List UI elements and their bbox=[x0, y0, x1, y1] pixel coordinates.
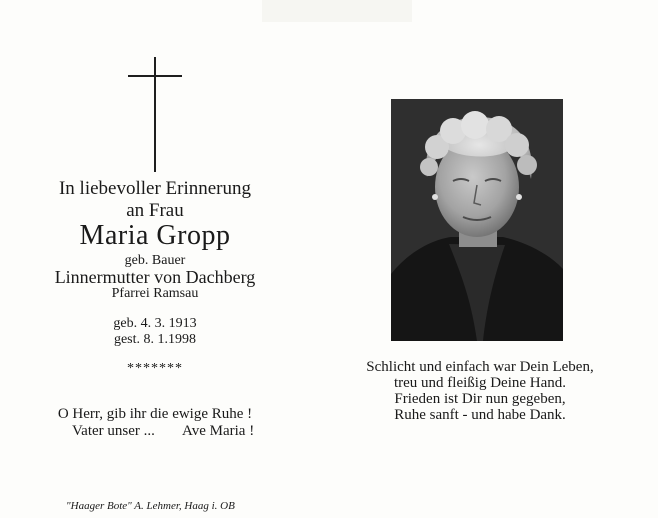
poem-line: treu und fleißig Deine Hand. bbox=[393, 375, 567, 391]
separator-stars: ******* bbox=[127, 361, 183, 376]
prayer-line: O Herr, gib ihr die ewige Ruhe ! bbox=[57, 406, 253, 422]
ave-maria-text: Ave Maria ! bbox=[182, 423, 255, 439]
deceased-name: Maria Gropp bbox=[79, 220, 231, 251]
printer-credit: "Haager Bote" A. Lehmer, Haag i. OB bbox=[66, 500, 235, 512]
memory-heading: In liebevoller Erinnerung bbox=[58, 178, 252, 199]
birth-date: geb. 4. 3. 1913 bbox=[113, 316, 197, 331]
death-date: gest. 8. 1.1998 bbox=[113, 332, 197, 347]
portrait-illustration bbox=[391, 99, 563, 341]
poem-line: Schlicht und einfach war Dein Leben, bbox=[366, 359, 594, 375]
birth-name: geb. Bauer bbox=[124, 253, 186, 268]
deceased-title: Linnermutter von Dachberg bbox=[54, 267, 256, 287]
portrait-photo bbox=[391, 99, 563, 341]
paper-fold-mark bbox=[262, 0, 412, 22]
parish-name: Pfarrei Ramsau bbox=[111, 286, 199, 301]
poem-line: Frieden ist Dir nun gegeben, bbox=[394, 391, 566, 407]
an-frau-line: an Frau bbox=[126, 200, 184, 221]
cross-horizontal-bar bbox=[128, 75, 182, 77]
poem-line: Ruhe sanft - und habe Dank. bbox=[394, 407, 566, 423]
vater-unser-text: Vater unser ... bbox=[72, 423, 155, 439]
